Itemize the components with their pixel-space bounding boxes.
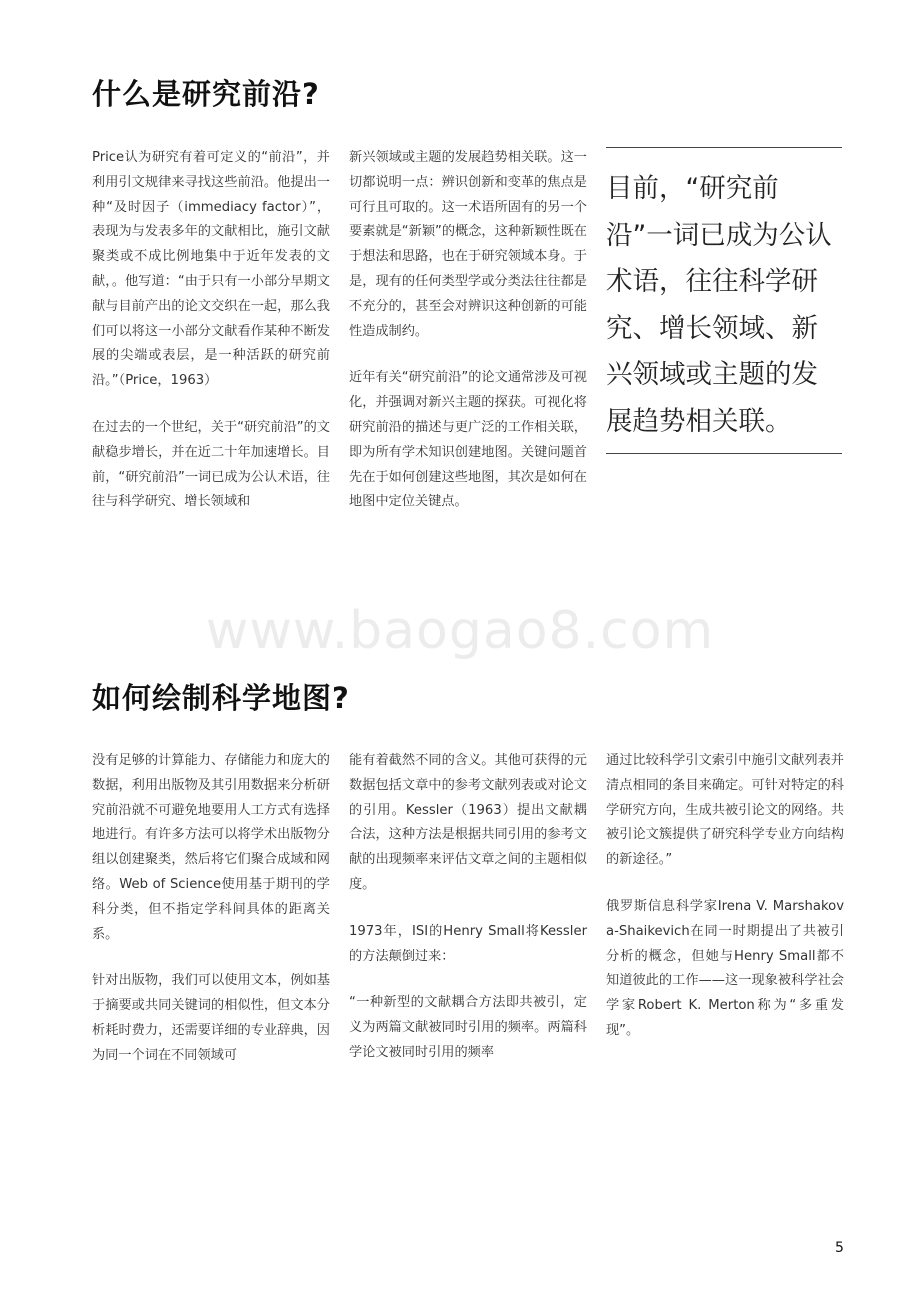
section-title-research-front: 什么是研究前沿? [92, 77, 320, 111]
section1-column-1 [92, 146, 330, 537]
paragraph: 近年有关“研究前沿”的论文通常涉及可视化，并强调对新兴主题的探获。可视化将研究前沿的描述与更广泛的工作相关联，即为所有学术知识创建地图。关键问题首先在于如何创建这些地图，其次是如何在地图中定位关键点。 [349, 370, 587, 510]
section2-column-3 [606, 749, 844, 1066]
paragraph: Price认为研究有着可定义的“前沿”，并利用引文规律来寻找这些前沿。他提出一种“及时因子（immediacy factor）”，表现为与发表多年的文献相比，施引文献聚类或不成比例地集中于近年发表的文献，。他写道：“由于只有一小部分早期文献与目前产出的论文交织在一起，那么我们可以将这一小部分文献看作某种不断发展的尖端或表层，是一种活跃的研究前沿。”（Price，1963） [92, 150, 330, 389]
paragraph: 在过去的一个世纪，关于“研究前沿”的文献稳步增长，并在近二十年加速增长。目前，“研究前沿”一词已成为公认术语，往往与科学研究、增长领域和 [92, 419, 330, 510]
section2-column-1 [92, 749, 330, 1091]
watermark: www.baogao8.com [205, 601, 715, 661]
paragraph: 能有着截然不同的含义。其他可获得的元数据包括文章中的参考文献列表或对论文的引用。Kessler（1963）提出文献耦合法，这种方法是根据共同引用的参考文献的出现频率来评估文章之间的主题相似度。 [349, 753, 587, 892]
paragraph: 没有足够的计算能力、存储能力和庞大的数据，利用出版物及其引用数据来分析研究前沿就不可避免地要用人工方式有选择地进行。有许多方法可以将学术出版物分组以创建聚类，然后将它们聚合成域和网络。Web of Science使用基于期刊的学科分类，但不指定学科间具体的距离关系。 [92, 753, 330, 942]
paragraph: 1973年，ISI的Henry Small将Kessler的方法颠倒过来： [349, 923, 587, 964]
paragraph: 俄罗斯信息科学家Irena V. Marshakova-Shaikevich在同一时期提出了共被引分析的概念，但她与Henry Small都不知道彼此的工作——这一现象被科学社会学家Robert K. Merton称为“多重发现”。 [606, 898, 844, 1038]
section-title-science-map: 如何绘制科学地图? [92, 681, 350, 715]
paragraph: 针对出版物，我们可以使用文本，例如基于摘要或共同关键词的相似性，但文本分析耗时费力，还需要详细的专业辞典，因为同一个词在不同领域可 [92, 973, 330, 1063]
paragraph: “一种新型的文献耦合方法即共被引，定义为两篇文献被同时引用的频率。两篇科学论文被同时引用的频率 [349, 995, 587, 1060]
page-number: 5 [835, 1240, 844, 1256]
paragraph: 通过比较科学引文索引中施引文献列表并清点相同的条目来确定。可针对特定的科学研究方向，生成共被引论文的网络。共被引论文簇提供了研究科学专业方向结构的新途径。” [606, 753, 844, 868]
pull-quote [606, 147, 842, 454]
section2-column-2 [349, 749, 587, 1088]
paragraph: 新兴领域或主题的发展趋势相关联。这一切都说明一点：辨识创新和变革的焦点是可行且可取的。这一术语所固有的另一个要素就是“新颖”的概念，这种新颖性既在于想法和思路，也在于研究领域本身。于是，现有的任何类型学或分类法往往都是不充分的，甚至会对辨识这种创新的可能性造成制约。 [349, 150, 587, 339]
section1-column-2 [349, 146, 587, 537]
pull-quote-text: 目前，“研究前沿”一词已成为公认术语，往往科学研究、增长领域、新兴领域或主题的发展趋势相关联。 [606, 173, 832, 437]
